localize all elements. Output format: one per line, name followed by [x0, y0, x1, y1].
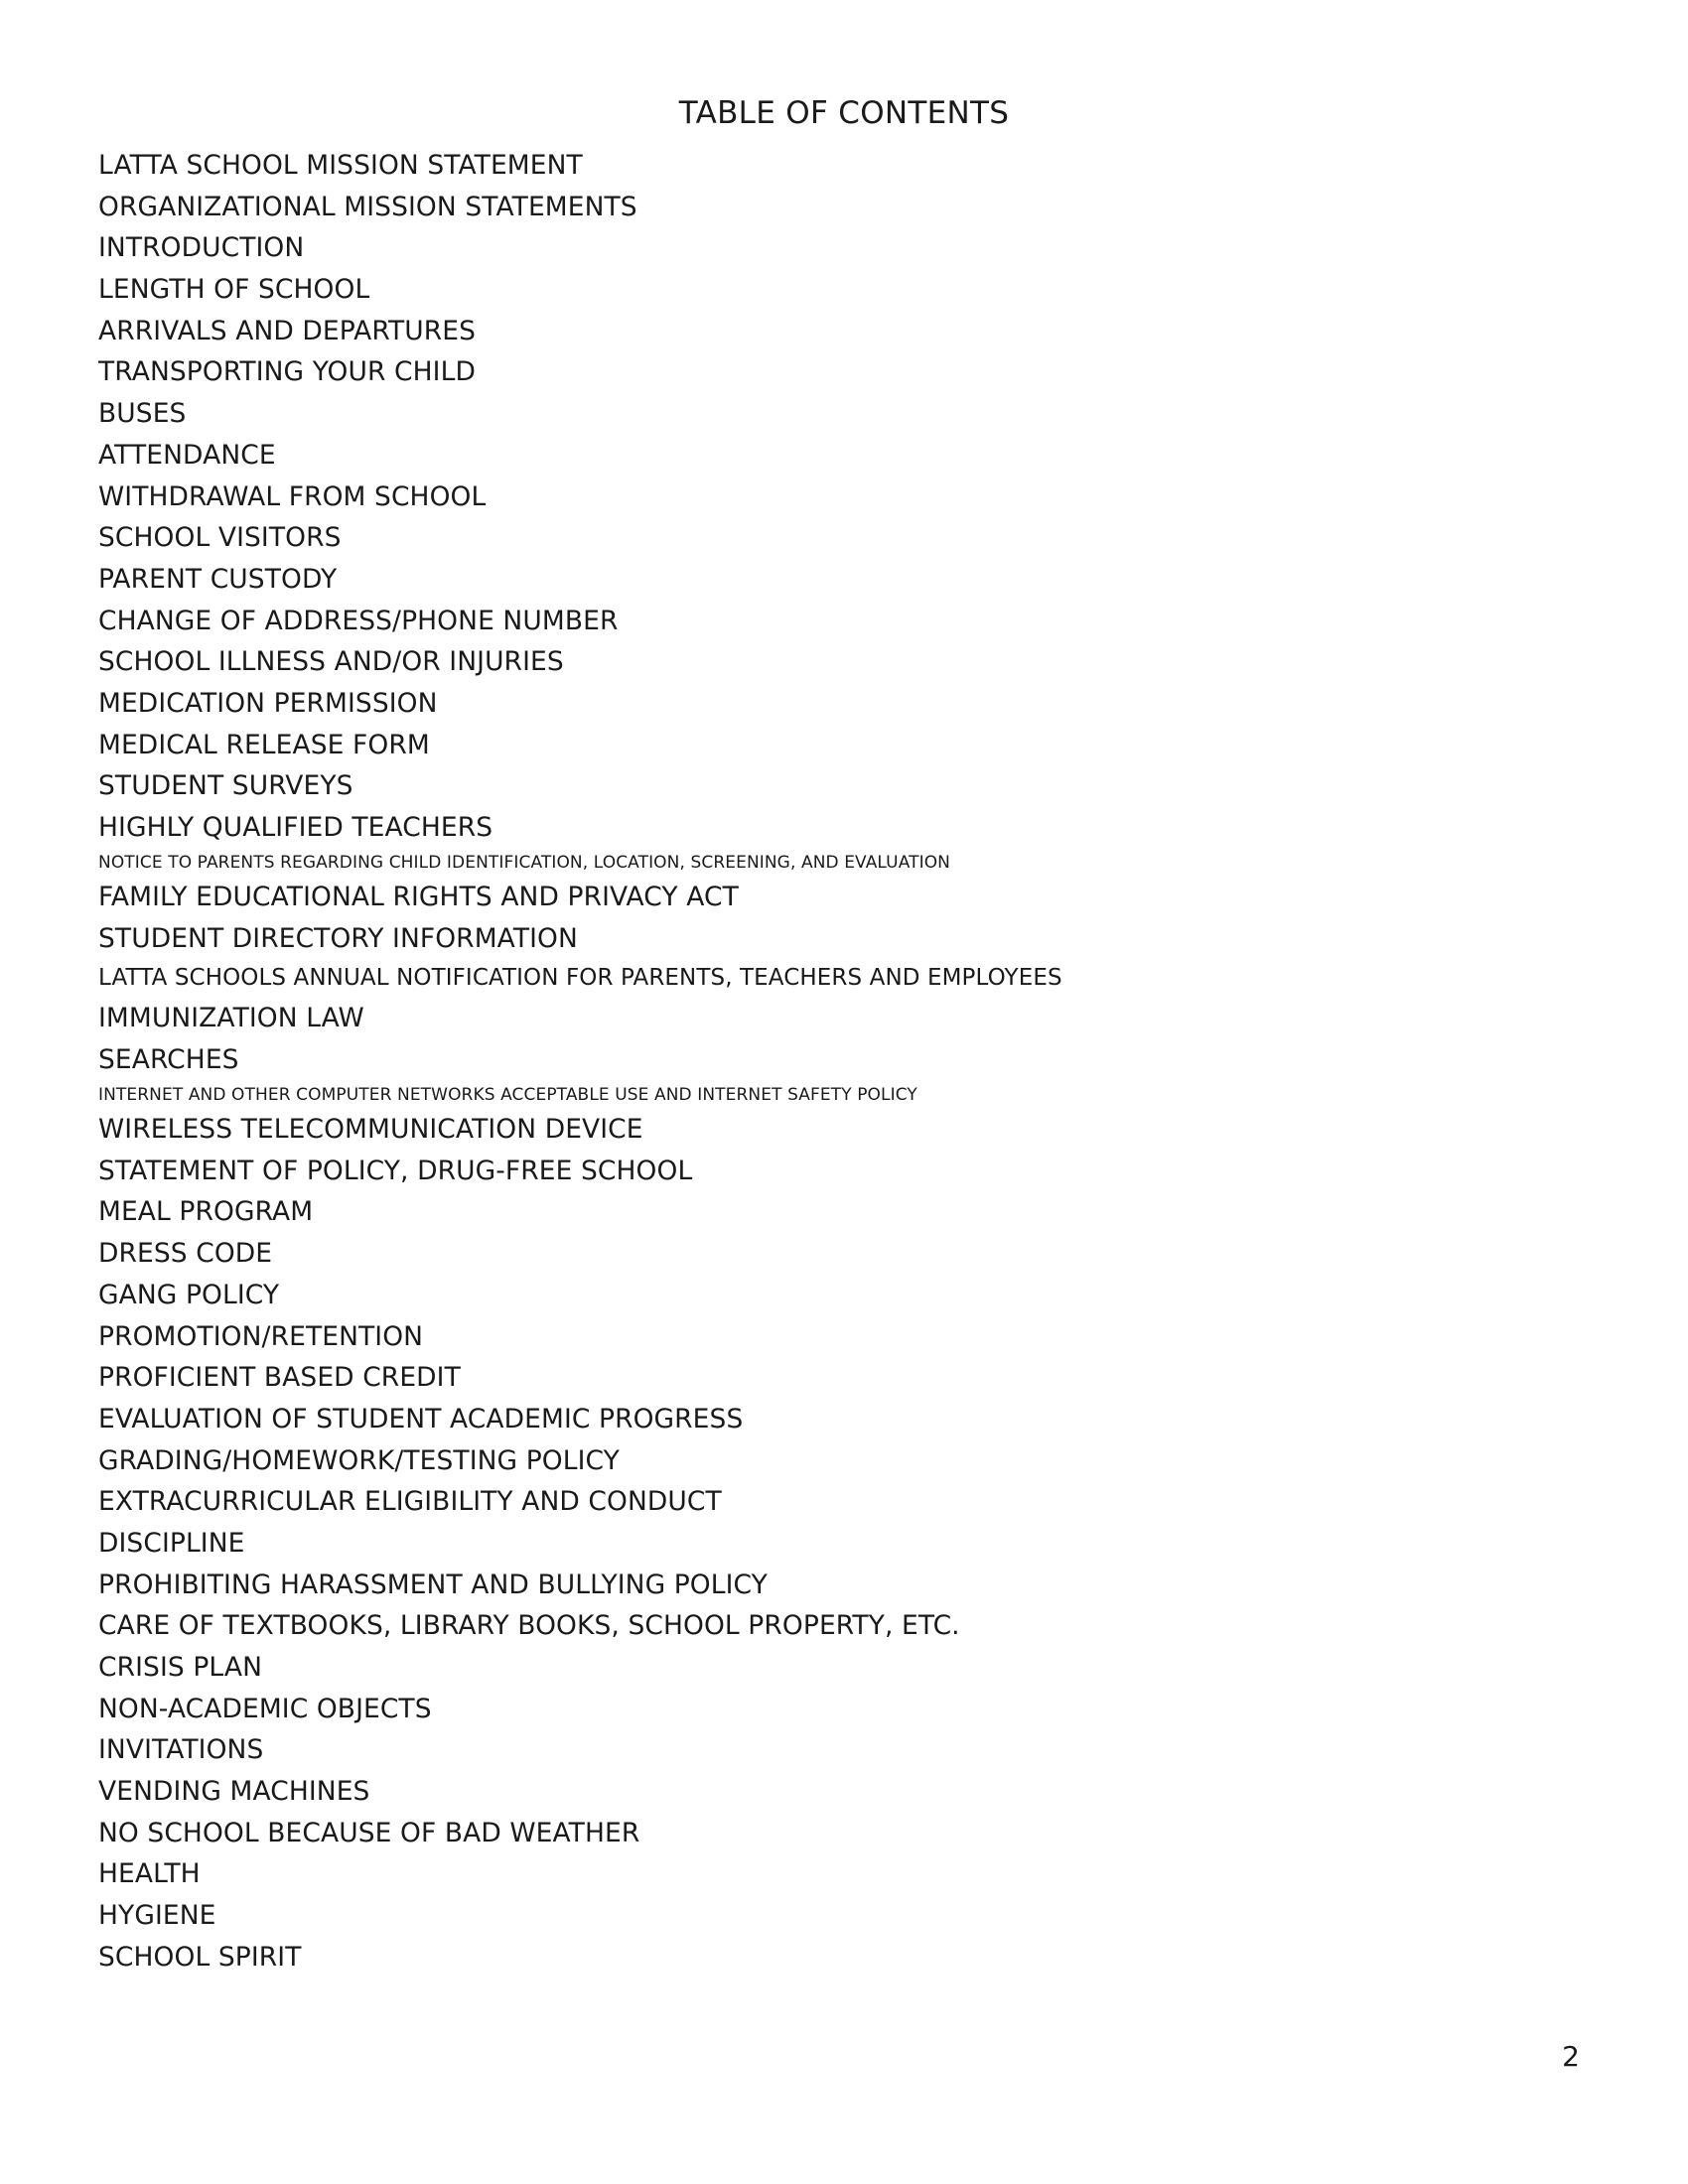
toc-entry: NON-ACADEMIC OBJECTS: [98, 1693, 432, 1724]
toc-entry: DISCIPLINE: [98, 1527, 245, 1559]
toc-entry: STUDENT SURVEYS: [98, 770, 353, 802]
toc-entry: PROMOTION/RETENTION: [98, 1320, 424, 1352]
toc-entry: INTERNET AND OTHER COMPUTER NETWORKS ACCEPTABLE USE AND INTERNET SAFETY POLICY: [98, 1084, 917, 1105]
toc-entry: LENGTH OF SCHOOL: [98, 274, 370, 306]
toc-entry: WIRELESS TELECOMMUNICATION DEVICE: [98, 1113, 643, 1145]
toc-entry: PROHIBITING HARASSMENT AND BULLYING POLICY: [98, 1569, 768, 1600]
toc-entry: ATTENDANCE: [98, 439, 276, 471]
toc-entry: LATTA SCHOOLS ANNUAL NOTIFICATION FOR PARENTS, TEACHERS AND EMPLOYEES: [98, 965, 1062, 992]
toc-entry: HEALTH: [98, 1858, 201, 1890]
toc-entry: TRANSPORTING YOUR CHILD: [98, 356, 476, 388]
toc-entry: MEDICAL RELEASE FORM: [98, 729, 430, 760]
toc-entry: HYGIENE: [98, 1900, 216, 1932]
toc-entry: IMMUNIZATION LAW: [98, 1003, 364, 1034]
toc-entry: CRISIS PLAN: [98, 1652, 263, 1683]
toc-entry: EXTRACURRICULAR ELIGIBILITY AND CONDUCT: [98, 1486, 722, 1518]
toc-entry: ORGANIZATIONAL MISSION STATEMENTS: [98, 191, 637, 222]
toc-entry: GANG POLICY: [98, 1279, 280, 1310]
toc-entry: STATEMENT OF POLICY, DRUG-FREE SCHOOL: [98, 1155, 693, 1186]
table-of-contents: [98, 145, 1062, 1979]
toc-entry: MEAL PROGRAM: [98, 1196, 314, 1228]
toc-entry: CARE OF TEXTBOOKS, LIBRARY BOOKS, SCHOOL PROPERTY, ETC.: [98, 1610, 960, 1642]
toc-entry: STUDENT DIRECTORY INFORMATION: [98, 922, 578, 954]
toc-entry: FAMILY EDUCATIONAL RIGHTS AND PRIVACY ACT: [98, 881, 739, 912]
toc-entry: SEARCHES: [98, 1044, 239, 1076]
toc-entry: VENDING MACHINES: [98, 1776, 370, 1808]
toc-entry: MEDICATION PERMISSION: [98, 687, 438, 719]
page-number: 2: [1562, 2040, 1580, 2073]
toc-entry: PARENT CUSTODY: [98, 563, 338, 595]
toc-entry: ARRIVALS AND DEPARTURES: [98, 315, 477, 346]
toc-entry: BUSES: [98, 398, 187, 430]
toc-entry: INTRODUCTION: [98, 232, 305, 264]
toc-entry: EVALUATION OF STUDENT ACADEMIC PROGRESS: [98, 1403, 744, 1434]
toc-entry: NOTICE TO PARENTS REGARDING CHILD IDENTIFICATION, LOCATION, SCREENING, AND EVALUATION: [98, 852, 950, 873]
toc-entry: NO SCHOOL BECAUSE OF BAD WEATHER: [98, 1817, 640, 1848]
toc-entry: PROFICIENT BASED CREDIT: [98, 1362, 461, 1394]
toc-entry: HIGHLY QUALIFIED TEACHERS: [98, 812, 493, 843]
toc-entry: LATTA SCHOOL MISSION STATEMENT: [98, 150, 583, 181]
toc-entry: GRADING/HOMEWORK/TESTING POLICY: [98, 1444, 620, 1476]
toc-entry: WITHDRAWAL FROM SCHOOL: [98, 480, 487, 512]
toc-entry: SCHOOL SPIRIT: [98, 1941, 302, 1973]
page-title: TABLE OF CONTENTS: [678, 95, 1010, 131]
toc-entry: SCHOOL VISITORS: [98, 522, 342, 554]
toc-entry: SCHOOL ILLNESS AND/OR INJURIES: [98, 646, 564, 678]
toc-entry: DRESS CODE: [98, 1238, 273, 1270]
toc-entry: INVITATIONS: [98, 1734, 264, 1766]
toc-entry: CHANGE OF ADDRESS/PHONE NUMBER: [98, 605, 619, 636]
